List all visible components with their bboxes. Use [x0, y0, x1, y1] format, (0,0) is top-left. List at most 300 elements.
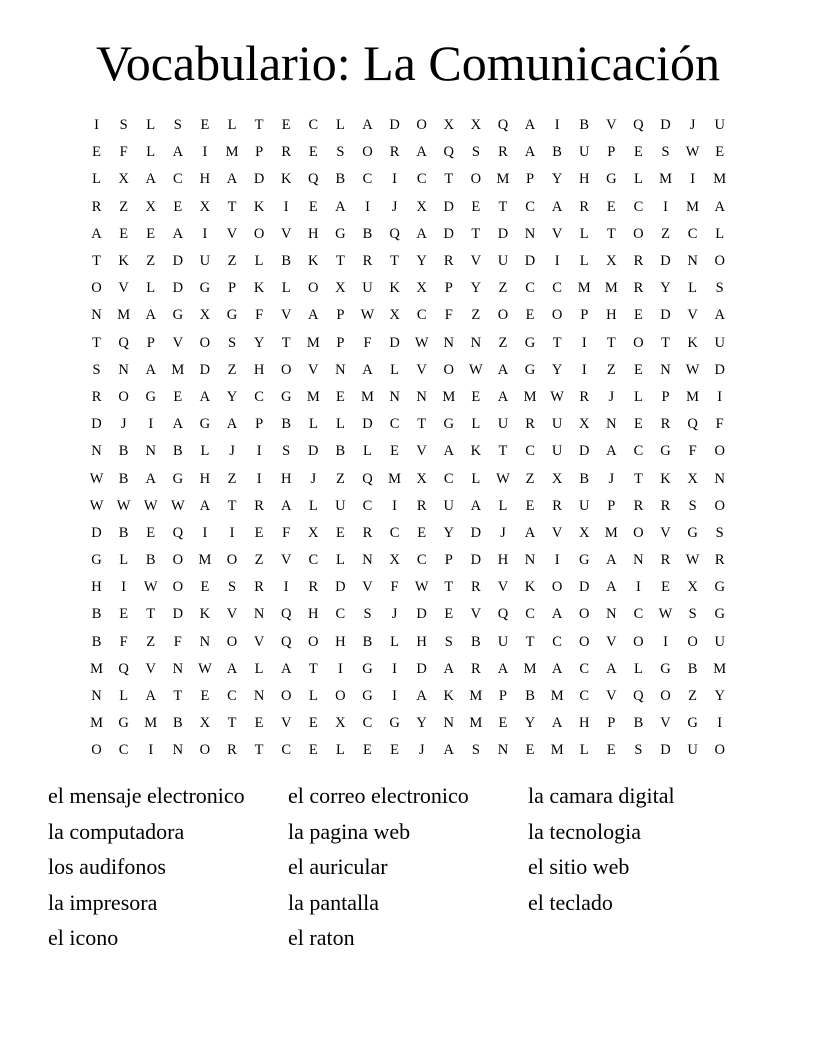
grid-letter[interactable]: G — [280, 388, 292, 405]
grid-letter[interactable]: P — [607, 715, 616, 732]
grid-letter[interactable]: N — [714, 470, 725, 487]
grid-letter[interactable]: A — [362, 361, 373, 378]
grid-letter[interactable]: X — [606, 253, 617, 270]
grid-letter[interactable]: T — [552, 334, 562, 351]
grid-letter[interactable]: A — [497, 660, 509, 677]
grid-letter[interactable]: B — [362, 633, 373, 650]
grid-letter[interactable]: N — [470, 334, 482, 351]
grid-letter[interactable]: C — [227, 688, 237, 705]
grid-letter[interactable]: L — [471, 416, 481, 433]
grid-letter[interactable]: U — [714, 334, 725, 351]
grid-letter[interactable]: L — [335, 742, 345, 759]
grid-letter[interactable]: T — [254, 117, 264, 134]
grid-letter[interactable]: L — [633, 660, 643, 677]
grid-letter[interactable]: L — [633, 388, 643, 405]
grid-letter[interactable]: K — [660, 470, 671, 487]
grid-letter[interactable]: D — [172, 280, 184, 297]
grid-letter[interactable]: M — [198, 552, 212, 569]
grid-letter[interactable]: T — [498, 443, 508, 460]
grid-letter[interactable]: L — [146, 280, 156, 297]
grid-letter[interactable]: R — [91, 388, 102, 405]
grid-letter[interactable]: N — [253, 606, 265, 623]
grid-letter[interactable]: H — [335, 633, 346, 650]
grid-letter[interactable]: E — [633, 144, 643, 161]
grid-letter[interactable]: Q — [118, 334, 129, 351]
grid-letter[interactable]: R — [254, 497, 264, 514]
grid-letter[interactable]: L — [579, 253, 589, 270]
grid-letter[interactable]: O — [362, 144, 373, 161]
grid-letter[interactable]: C — [389, 416, 400, 433]
grid-letter[interactable]: G — [524, 361, 536, 378]
grid-letter[interactable]: E — [444, 606, 454, 623]
grid-letter[interactable]: T — [471, 225, 481, 242]
grid-letter[interactable]: E — [92, 144, 101, 161]
grid-letter[interactable]: O — [633, 633, 644, 650]
grid-letter[interactable]: I — [554, 117, 560, 134]
grid-letter[interactable]: S — [634, 742, 643, 759]
grid-letter[interactable]: V — [118, 280, 129, 297]
grid-letter[interactable]: G — [660, 443, 671, 460]
grid-letter[interactable]: J — [500, 524, 506, 541]
grid-letter[interactable]: E — [633, 307, 643, 324]
grid-letter[interactable]: X — [416, 198, 427, 215]
grid-letter[interactable]: Y — [416, 253, 427, 270]
grid-letter[interactable]: B — [579, 470, 590, 487]
grid-letter[interactable]: T — [146, 606, 156, 623]
grid-letter[interactable]: Q — [687, 416, 698, 433]
grid-letter[interactable]: A — [606, 552, 617, 569]
grid-letter[interactable]: L — [254, 660, 264, 677]
grid-letter[interactable]: P — [227, 280, 237, 297]
grid-letter[interactable]: W — [170, 497, 185, 514]
grid-letter[interactable]: V — [470, 253, 482, 270]
grid-letter[interactable]: L — [390, 361, 399, 378]
grid-letter[interactable]: B — [172, 443, 183, 460]
grid-letter[interactable]: V — [551, 225, 563, 242]
grid-letter[interactable]: E — [119, 225, 129, 242]
grid-letter[interactable]: M — [306, 388, 320, 405]
grid-letter[interactable]: X — [551, 470, 563, 487]
grid-letter[interactable]: Q — [497, 117, 509, 134]
grid-letter[interactable]: E — [308, 144, 318, 161]
grid-letter[interactable]: X — [199, 198, 211, 215]
grid-letter[interactable]: B — [633, 715, 644, 732]
grid-letter[interactable]: Z — [119, 198, 129, 215]
grid-letter[interactable]: P — [336, 307, 345, 324]
grid-letter[interactable]: W — [116, 497, 131, 514]
grid-letter[interactable]: D — [172, 253, 184, 270]
grid-letter[interactable]: O — [172, 579, 184, 596]
grid-letter[interactable]: E — [200, 579, 210, 596]
grid-letter[interactable]: N — [416, 388, 427, 405]
grid-letter[interactable]: W — [198, 660, 212, 677]
grid-letter[interactable]: I — [581, 334, 587, 351]
grid-letter[interactable]: U — [497, 633, 509, 650]
grid-letter[interactable]: R — [471, 660, 481, 677]
grid-letter[interactable]: Z — [661, 225, 670, 242]
grid-letter[interactable]: N — [91, 443, 102, 460]
grid-letter[interactable]: J — [608, 388, 615, 405]
grid-letter[interactable]: Y — [551, 171, 563, 188]
grid-letter[interactable]: W — [685, 361, 700, 378]
grid-letter[interactable]: G — [714, 606, 725, 623]
grid-letter[interactable]: K — [389, 280, 400, 297]
grid-letter[interactable]: D — [416, 660, 427, 677]
grid-letter[interactable]: B — [525, 688, 535, 705]
grid-letter[interactable]: J — [418, 742, 425, 759]
grid-letter[interactable]: C — [416, 171, 427, 188]
grid-letter[interactable]: I — [256, 443, 262, 460]
grid-letter[interactable]: E — [417, 524, 427, 541]
grid-letter[interactable]: O — [551, 307, 563, 324]
grid-letter[interactable]: D — [660, 253, 671, 270]
grid-letter[interactable]: Y — [524, 715, 536, 732]
grid-letter[interactable]: D — [335, 579, 346, 596]
grid-letter[interactable]: L — [390, 633, 399, 650]
grid-letter[interactable]: A — [226, 416, 238, 433]
grid-letter[interactable]: J — [229, 443, 235, 460]
grid-letter[interactable]: C — [579, 660, 590, 677]
grid-letter[interactable]: N — [172, 742, 184, 759]
grid-letter[interactable]: Q — [633, 688, 644, 705]
grid-letter[interactable]: X — [416, 470, 427, 487]
grid-letter[interactable]: T — [444, 171, 454, 188]
grid-letter[interactable]: T — [390, 253, 399, 270]
grid-letter[interactable]: B — [118, 470, 129, 487]
grid-letter[interactable]: X — [578, 524, 590, 541]
grid-letter[interactable]: L — [579, 225, 589, 242]
grid-letter[interactable]: E — [308, 715, 318, 732]
grid-letter[interactable]: L — [200, 443, 210, 460]
grid-letter[interactable]: X — [578, 416, 590, 433]
grid-letter[interactable]: X — [335, 715, 346, 732]
grid-letter[interactable]: S — [173, 117, 182, 134]
grid-letter[interactable]: M — [388, 470, 402, 487]
grid-letter[interactable]: D — [578, 443, 590, 460]
grid-letter[interactable]: M — [550, 742, 564, 759]
grid-letter[interactable]: C — [633, 443, 644, 460]
grid-letter[interactable]: M — [713, 660, 727, 677]
grid-letter[interactable]: B — [281, 253, 292, 270]
grid-letter[interactable]: W — [414, 579, 429, 596]
grid-letter[interactable]: X — [199, 715, 211, 732]
grid-letter[interactable]: B — [335, 171, 346, 188]
grid-letter[interactable]: T — [92, 334, 101, 351]
grid-letter[interactable]: I — [283, 579, 289, 596]
grid-letter[interactable]: A — [714, 198, 725, 215]
grid-letter[interactable]: E — [308, 742, 318, 759]
grid-letter[interactable]: E — [308, 198, 318, 215]
grid-letter[interactable]: F — [688, 443, 697, 460]
grid-letter[interactable]: A — [497, 361, 509, 378]
grid-letter[interactable]: I — [94, 117, 99, 134]
grid-letter[interactable]: V — [416, 443, 427, 460]
grid-letter[interactable]: M — [117, 307, 131, 324]
grid-letter[interactable]: C — [552, 633, 562, 650]
grid-letter[interactable]: U — [497, 253, 509, 270]
grid-letter[interactable]: Q — [633, 117, 644, 134]
grid-letter[interactable]: A — [606, 443, 617, 460]
grid-letter[interactable]: N — [660, 361, 671, 378]
grid-letter[interactable]: R — [633, 497, 644, 514]
grid-letter[interactable]: K — [199, 606, 211, 623]
grid-letter[interactable]: R — [660, 552, 671, 569]
grid-letter[interactable]: M — [577, 280, 591, 297]
grid-letter[interactable]: H — [91, 579, 102, 596]
grid-letter[interactable]: E — [661, 579, 670, 596]
grid-letter[interactable]: O — [335, 688, 346, 705]
grid-letter[interactable]: I — [717, 715, 723, 732]
grid-letter[interactable]: O — [226, 633, 238, 650]
grid-letter[interactable]: E — [363, 742, 372, 759]
grid-letter[interactable]: C — [389, 524, 400, 541]
grid-letter[interactable]: Y — [660, 280, 671, 297]
grid-letter[interactable]: X — [389, 307, 400, 324]
grid-letter[interactable]: R — [443, 253, 454, 270]
grid-letter[interactable]: I — [636, 579, 641, 596]
grid-letter[interactable]: O — [714, 253, 725, 270]
grid-letter[interactable]: P — [580, 307, 589, 324]
grid-letter[interactable]: A — [145, 688, 156, 705]
grid-letter[interactable]: S — [471, 144, 480, 161]
grid-letter[interactable]: P — [498, 688, 507, 705]
grid-letter[interactable]: F — [363, 334, 372, 351]
grid-letter[interactable]: Z — [335, 470, 345, 487]
grid-letter[interactable]: I — [392, 171, 397, 188]
grid-letter[interactable]: Z — [146, 633, 156, 650]
grid-letter[interactable]: X — [470, 117, 482, 134]
grid-letter[interactable]: M — [496, 171, 510, 188]
grid-letter[interactable]: K — [308, 253, 319, 270]
grid-letter[interactable]: E — [525, 307, 535, 324]
grid-letter[interactable]: V — [253, 633, 265, 650]
grid-letter[interactable]: T — [661, 334, 670, 351]
grid-letter[interactable]: L — [119, 688, 129, 705]
grid-letter[interactable]: B — [471, 633, 481, 650]
grid-letter[interactable]: O — [714, 443, 725, 460]
grid-letter[interactable]: A — [470, 497, 482, 514]
grid-letter[interactable]: R — [552, 497, 562, 514]
grid-letter[interactable]: L — [281, 280, 291, 297]
grid-letter[interactable]: E — [335, 388, 345, 405]
grid-letter[interactable]: M — [523, 660, 537, 677]
grid-letter[interactable]: R — [579, 198, 590, 215]
grid-letter[interactable]: M — [686, 388, 700, 405]
grid-letter[interactable]: Z — [688, 688, 698, 705]
grid-letter[interactable]: A — [335, 198, 346, 215]
grid-letter[interactable]: M — [523, 388, 537, 405]
grid-letter[interactable]: U — [578, 144, 590, 161]
grid-letter[interactable]: G — [362, 688, 373, 705]
grid-letter[interactable]: T — [335, 253, 345, 270]
grid-letter[interactable]: I — [365, 198, 370, 215]
grid-letter[interactable]: E — [390, 742, 399, 759]
grid-letter[interactable]: T — [417, 416, 427, 433]
grid-letter[interactable]: X — [443, 117, 454, 134]
grid-letter[interactable]: M — [144, 715, 158, 732]
grid-letter[interactable]: C — [308, 117, 319, 134]
grid-letter[interactable]: B — [281, 416, 292, 433]
grid-letter[interactable]: D — [497, 225, 509, 242]
grid-letter[interactable]: C — [362, 171, 373, 188]
grid-letter[interactable]: E — [146, 225, 156, 242]
grid-letter[interactable]: R — [498, 144, 508, 161]
grid-letter[interactable]: H — [578, 171, 590, 188]
grid-letter[interactable]: B — [118, 443, 129, 460]
grid-letter[interactable]: F — [282, 524, 291, 541]
grid-letter[interactable]: Z — [254, 552, 264, 569]
grid-letter[interactable]: O — [416, 117, 427, 134]
grid-letter[interactable]: O — [308, 633, 319, 650]
grid-letter[interactable]: O — [308, 280, 319, 297]
grid-letter[interactable]: S — [661, 144, 670, 161]
grid-letter[interactable]: N — [443, 334, 454, 351]
grid-letter[interactable]: I — [392, 688, 397, 705]
grid-letter[interactable]: Y — [443, 524, 454, 541]
grid-letter[interactable]: R — [714, 552, 725, 569]
grid-letter[interactable]: G — [172, 307, 184, 324]
grid-letter[interactable]: C — [308, 552, 319, 569]
grid-letter[interactable]: A — [714, 307, 725, 324]
grid-letter[interactable]: D — [172, 606, 184, 623]
grid-letter[interactable]: N — [497, 742, 509, 759]
grid-letter[interactable]: P — [146, 334, 155, 351]
grid-letter[interactable]: A — [416, 225, 427, 242]
grid-letter[interactable]: N — [633, 552, 644, 569]
grid-letter[interactable]: V — [606, 633, 617, 650]
grid-letter[interactable]: F — [715, 416, 724, 433]
grid-letter[interactable]: N — [443, 715, 454, 732]
grid-letter[interactable]: N — [524, 225, 536, 242]
grid-letter[interactable]: F — [173, 633, 182, 650]
grid-letter[interactable]: E — [471, 388, 481, 405]
grid-letter[interactable]: A — [280, 660, 292, 677]
grid-letter[interactable]: O — [714, 742, 725, 759]
grid-letter[interactable]: C — [525, 443, 535, 460]
grid-letter[interactable]: H — [199, 171, 211, 188]
grid-letter[interactable]: A — [551, 660, 563, 677]
grid-letter[interactable]: Y — [551, 361, 563, 378]
grid-letter[interactable]: V — [280, 307, 292, 324]
grid-letter[interactable]: L — [471, 470, 481, 487]
grid-letter[interactable]: Y — [253, 334, 265, 351]
grid-letter[interactable]: H — [280, 470, 292, 487]
grid-letter[interactable]: D — [443, 198, 454, 215]
grid-letter[interactable]: I — [148, 742, 154, 759]
grid-letter[interactable]: I — [202, 144, 208, 161]
grid-letter[interactable]: V — [280, 715, 292, 732]
grid-letter[interactable]: R — [389, 144, 400, 161]
grid-letter[interactable]: N — [687, 253, 698, 270]
grid-letter[interactable]: A — [145, 171, 156, 188]
grid-letter[interactable]: I — [392, 497, 397, 514]
grid-letter[interactable]: S — [715, 280, 724, 297]
grid-letter[interactable]: L — [335, 552, 345, 569]
grid-letter[interactable]: J — [391, 606, 398, 623]
grid-letter[interactable]: O — [497, 307, 509, 324]
grid-letter[interactable]: T — [606, 225, 616, 242]
grid-letter[interactable]: X — [416, 280, 427, 297]
grid-letter[interactable]: Z — [471, 307, 481, 324]
grid-letter[interactable]: M — [659, 171, 672, 188]
grid-letter[interactable]: C — [416, 552, 427, 569]
grid-letter[interactable]: C — [525, 606, 535, 623]
grid-letter[interactable]: C — [525, 198, 535, 215]
grid-letter[interactable]: N — [606, 606, 617, 623]
grid-letter[interactable]: B — [552, 144, 562, 161]
grid-letter[interactable]: T — [173, 688, 183, 705]
grid-letter[interactable]: R — [362, 253, 373, 270]
grid-letter[interactable]: B — [118, 524, 129, 541]
grid-letter[interactable]: M — [604, 524, 618, 541]
grid-letter[interactable]: N — [199, 633, 211, 650]
grid-letter[interactable]: T — [444, 579, 454, 596]
grid-letter[interactable]: Y — [470, 280, 482, 297]
grid-letter[interactable]: D — [524, 253, 536, 270]
grid-letter[interactable]: S — [336, 144, 345, 161]
grid-letter[interactable]: O — [91, 280, 102, 297]
grid-letter[interactable]: O — [714, 497, 725, 514]
grid-letter[interactable]: A — [606, 660, 617, 677]
grid-letter[interactable]: G — [145, 388, 156, 405]
grid-letter[interactable]: P — [255, 144, 264, 161]
grid-letter[interactable]: W — [360, 307, 375, 324]
grid-letter[interactable]: O — [253, 225, 265, 242]
grid-letter[interactable]: L — [335, 416, 345, 433]
grid-letter[interactable]: V — [687, 307, 698, 324]
grid-letter[interactable]: M — [713, 171, 727, 188]
grid-letter[interactable]: A — [280, 497, 292, 514]
grid-letter[interactable]: D — [660, 307, 671, 324]
grid-letter[interactable]: O — [280, 361, 292, 378]
grid-letter[interactable]: Z — [525, 470, 535, 487]
grid-letter[interactable]: L — [146, 117, 156, 134]
grid-letter[interactable]: K — [443, 688, 454, 705]
grid-letter[interactable]: V — [606, 117, 617, 134]
grid-letter[interactable]: Y — [226, 388, 238, 405]
grid-letter[interactable]: T — [227, 198, 237, 215]
grid-letter[interactable]: D — [91, 416, 102, 433]
grid-letter[interactable]: R — [227, 742, 237, 759]
grid-letter[interactable]: C — [362, 715, 373, 732]
grid-letter[interactable]: H — [308, 225, 319, 242]
grid-letter[interactable]: K — [687, 334, 698, 351]
grid-letter[interactable]: M — [90, 660, 103, 677]
grid-letter[interactable]: G — [118, 715, 129, 732]
grid-letter[interactable]: I — [663, 198, 668, 215]
grid-letter[interactable]: X — [199, 307, 211, 324]
grid-letter[interactable]: E — [254, 715, 264, 732]
grid-letter[interactable]: R — [525, 416, 535, 433]
grid-letter[interactable]: X — [687, 470, 698, 487]
grid-letter[interactable]: S — [92, 361, 101, 378]
grid-letter[interactable]: Z — [227, 253, 237, 270]
grid-letter[interactable]: Y — [714, 688, 725, 705]
grid-letter[interactable]: R — [416, 497, 427, 514]
grid-letter[interactable]: E — [606, 742, 616, 759]
grid-letter[interactable]: G — [687, 524, 698, 541]
grid-letter[interactable]: N — [91, 688, 102, 705]
grid-letter[interactable]: U — [199, 253, 211, 270]
grid-letter[interactable]: R — [254, 579, 264, 596]
grid-letter[interactable]: E — [633, 361, 643, 378]
grid-letter[interactable]: W — [143, 497, 158, 514]
grid-letter[interactable]: N — [362, 552, 373, 569]
grid-letter[interactable]: N — [335, 361, 346, 378]
grid-letter[interactable]: G — [578, 552, 590, 569]
grid-letter[interactable]: G — [172, 470, 184, 487]
grid-letter[interactable]: M — [604, 280, 618, 297]
